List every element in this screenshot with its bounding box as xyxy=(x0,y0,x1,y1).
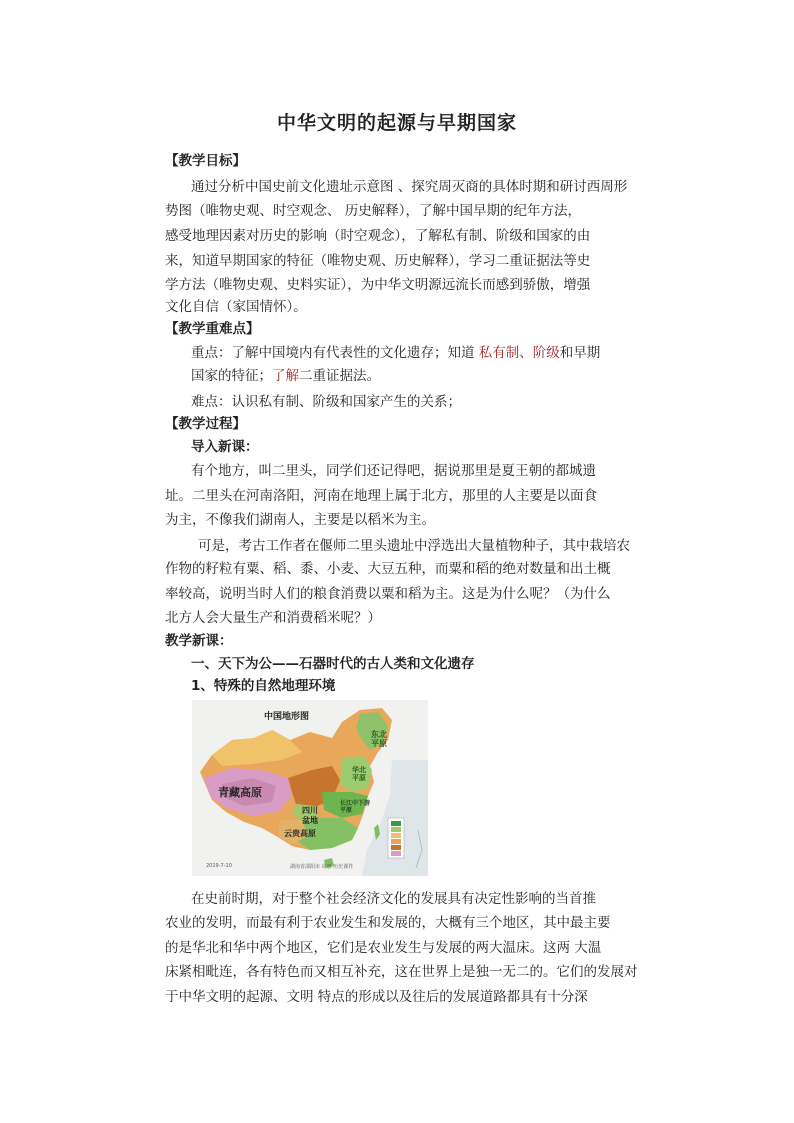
paragraph-line: 可是，考古工作者在偃师二里头遗址中浮选出大量植物种子，其中栽培农 xyxy=(198,538,630,554)
intro-line: 址。二里头在河南洛阳，河南在地理上属于北方，那里的人主要是以面食 xyxy=(165,488,597,504)
keypoints-text: 国家的特征； xyxy=(191,368,272,384)
objectives-line: 通过分析中国史前文化遗址示意图 、探究周灭商的具体时期和研讨西周形 xyxy=(191,179,628,195)
keypoints-line xyxy=(191,367,380,385)
intro-line: 为主，不像我们湖南人，主要是以稻米为主。 xyxy=(165,512,435,528)
keypoints-highlight: 了解 xyxy=(272,368,299,384)
map-caption: 湖南省邵阳市 周惠 历史课件 xyxy=(290,864,354,870)
paragraph-line: 农业的发明，而最有利于农业发生和发展的，大概有三个地区，其中最主要 xyxy=(165,915,611,931)
new-lesson-heading: 教学新课： xyxy=(165,633,233,649)
map-date: 2019-7-10 xyxy=(206,863,232,869)
objectives-line: 学方法（唯物史观、史料实证），为中华文明源远流长而感到骄傲，增强 xyxy=(165,277,591,293)
keypoints-highlight: 私有制、阶级 xyxy=(478,345,560,361)
keypoints-text: 二重证据法。 xyxy=(299,368,380,384)
objectives-line: 感受地理因素对历史的影响（时空观念），了解私有制、阶级和国家的由 xyxy=(165,228,591,244)
keypoints-line xyxy=(191,344,600,362)
keypoints-text: 和早期 xyxy=(559,345,601,361)
paragraph-line: 的是华北和华中两个地区，它们是农业发生与发展的两大温床。这两 大温 xyxy=(165,940,602,956)
page-title: 中华文明的起源与早期国家 xyxy=(276,112,517,134)
objectives-line: 势图（唯物史观、时空观念、 历史解释），了解中国早期的纪年方法， xyxy=(165,203,582,219)
intro-line: 有个地方，叫二里头，同学们还记得吧，据说那里是夏王朝的都城遗 xyxy=(191,463,596,479)
section-heading: 一、天下为公——石器时代的古人类和文化遗存 xyxy=(191,656,475,672)
map-label-changjiang: 长江中下游平原 xyxy=(340,800,371,814)
paragraph-line: 床紧相毗连，各有特色而又相互补充，这在世界上是独一无二的。它们的发展对 xyxy=(165,964,638,980)
map-label-sichuan: 四川盆地 xyxy=(302,806,318,825)
map-label-dongbei: 东北平原 xyxy=(371,730,387,748)
paragraph-line: 北方人会大量生产和消费稻米呢？） xyxy=(165,610,381,626)
paragraph-line: 于中华文明的起源、文明 特点的形成以及往后的发展道路都具有十分深 xyxy=(165,989,588,1005)
objectives-heading: 【教学目标】 xyxy=(165,153,246,169)
map-label-qingzang: 青藏高原 xyxy=(218,786,262,799)
process-heading: 【教学过程】 xyxy=(165,416,246,432)
paragraph-line: 作物的籽粒有粟、稻、黍、小麦、大豆五种，而粟和稻的绝对数量和出土概 xyxy=(165,561,611,577)
subsection-heading: 1、特殊的自然地理环境 xyxy=(191,678,336,694)
map-title: 中国地形图 xyxy=(264,712,310,722)
paragraph-line: 在史前时期，对于整个社会经济文化的发展具有决定性影响的当首推 xyxy=(191,891,596,907)
objectives-line: 文化自信（家国情怀）。 xyxy=(165,299,307,315)
china-terrain-map xyxy=(192,700,428,876)
objectives-line: 来，知道早期国家的特征（唯物史观、历史解释），学习二重证据法等史 xyxy=(165,253,591,269)
map-label-yungui: 云贵高原 xyxy=(284,829,316,838)
intro-heading: 导入新课： xyxy=(191,439,259,455)
paragraph-line: 率较高，说明当时人们的粮食消费以粟和稻为主。这是为什么呢？（为什么 xyxy=(165,586,611,602)
keypoints-text: 重点：了解中国境内有代表性的文化遗存；知道 xyxy=(191,345,479,361)
difficulty-line: 难点：认识私有制、阶级和国家产生的关系； xyxy=(191,394,461,410)
keypoints-heading: 【教学重难点】 xyxy=(165,321,260,337)
map-label-huabei: 华北平原 xyxy=(352,766,366,782)
